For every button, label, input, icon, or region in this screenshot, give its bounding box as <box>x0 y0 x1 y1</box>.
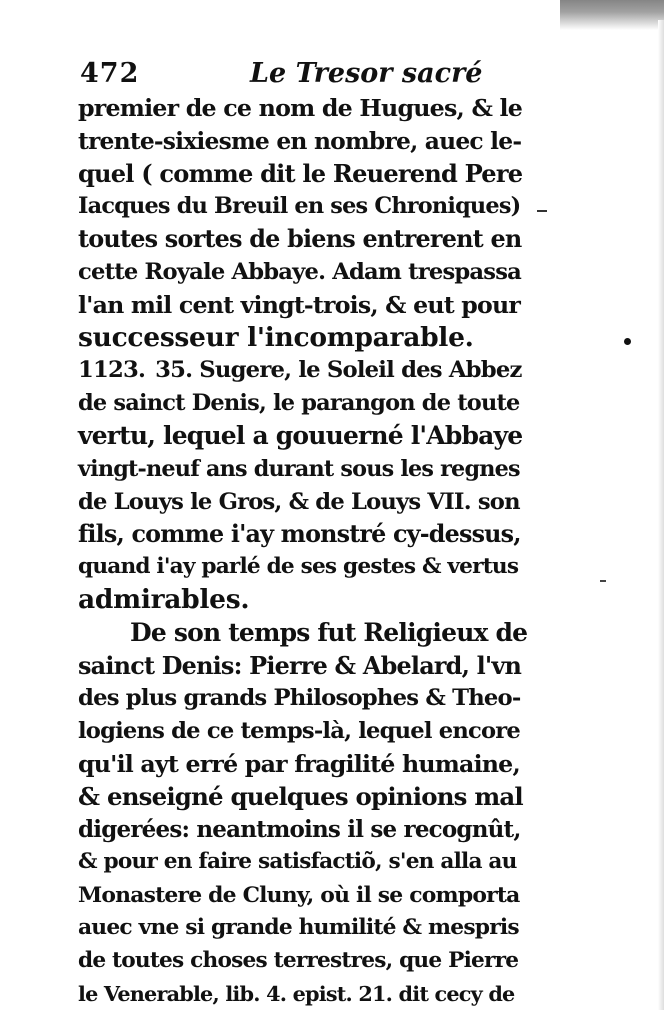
text-line: & enseigné quelques opinions mal <box>78 781 523 811</box>
text-line: & pour en faire satisfactiõ, s'en alla au <box>78 849 517 875</box>
text-line: premier de ce nom de Hugues, & le <box>78 94 523 122</box>
ink-spot <box>624 338 631 345</box>
text-line: de toutes choses terrestres, que Pierre <box>78 947 519 973</box>
page-number: 472 <box>80 58 140 89</box>
page-edge-shadow <box>560 0 664 30</box>
text-line: quel ( comme dit le Reuerend Pere <box>78 158 523 188</box>
text-line: toutes sortes de biens entrerent en <box>78 225 522 254</box>
body-text <box>78 92 538 1010</box>
paragraph-1 <box>78 92 538 354</box>
text-line: quand i'ay parlé de ses gestes & vertus <box>78 554 519 580</box>
text-line: sainct Denis: Pierre & Abelard, l'vn <box>78 651 522 680</box>
text-line: admirables. <box>78 583 250 615</box>
text-line: Monastere de Cluny, où il se comporta <box>78 882 520 909</box>
text-line: cette Royale Abbaye. Adam trespassa <box>78 258 522 285</box>
page-edge-right <box>658 20 664 1010</box>
text-line: des plus grands Philosophes & Theo- <box>78 685 521 712</box>
text-line: le Venerable, lib. 4. epist. 21. dit cecy de <box>78 980 515 1006</box>
page-header <box>80 58 560 94</box>
text-line: De son temps fut Religieux de <box>130 617 528 647</box>
text-line: l'an mil cent vingt-trois, & eut pour <box>78 290 520 319</box>
ink-mark <box>600 580 606 582</box>
text-line: successeur l'incomparable. <box>78 321 474 353</box>
running-title: Le Tresor sacré <box>250 58 483 89</box>
text-line: vertu, lequel a gouuerné l'Abbaye <box>78 420 523 450</box>
text-line-with-margin-year <box>78 354 538 387</box>
text-line: auec vne si grande humilité & mespris <box>78 914 519 940</box>
text-line: Iacques du Breuil en ses Chroniques) <box>78 193 521 220</box>
text-line: logiens de ce temps-là, lequel encore <box>78 718 520 745</box>
text-line: de Louys le Gros, & de Louys VII. son <box>78 488 520 515</box>
paragraph-3 <box>78 617 538 1011</box>
text-line: de sainct Denis, le parangon de toute <box>78 390 520 417</box>
ink-mark <box>537 210 547 212</box>
text-line: qu'il ayt erré par fragilité humaine, <box>78 749 520 778</box>
paragraph-2 <box>78 354 538 616</box>
text-line: 35. Sugere, le Soleil des Abbez <box>155 357 522 384</box>
text-line: digerées: neantmoins il se recognût, <box>78 815 521 843</box>
text-line: trente-sixiesme en nombre, auec le- <box>78 126 522 155</box>
text-line: vingt-neuf ans durant sous les regnes <box>78 455 520 482</box>
margin-year: 1123. <box>78 357 146 384</box>
text-line: fils, comme i'ay monstré cy-dessus, <box>78 520 521 549</box>
